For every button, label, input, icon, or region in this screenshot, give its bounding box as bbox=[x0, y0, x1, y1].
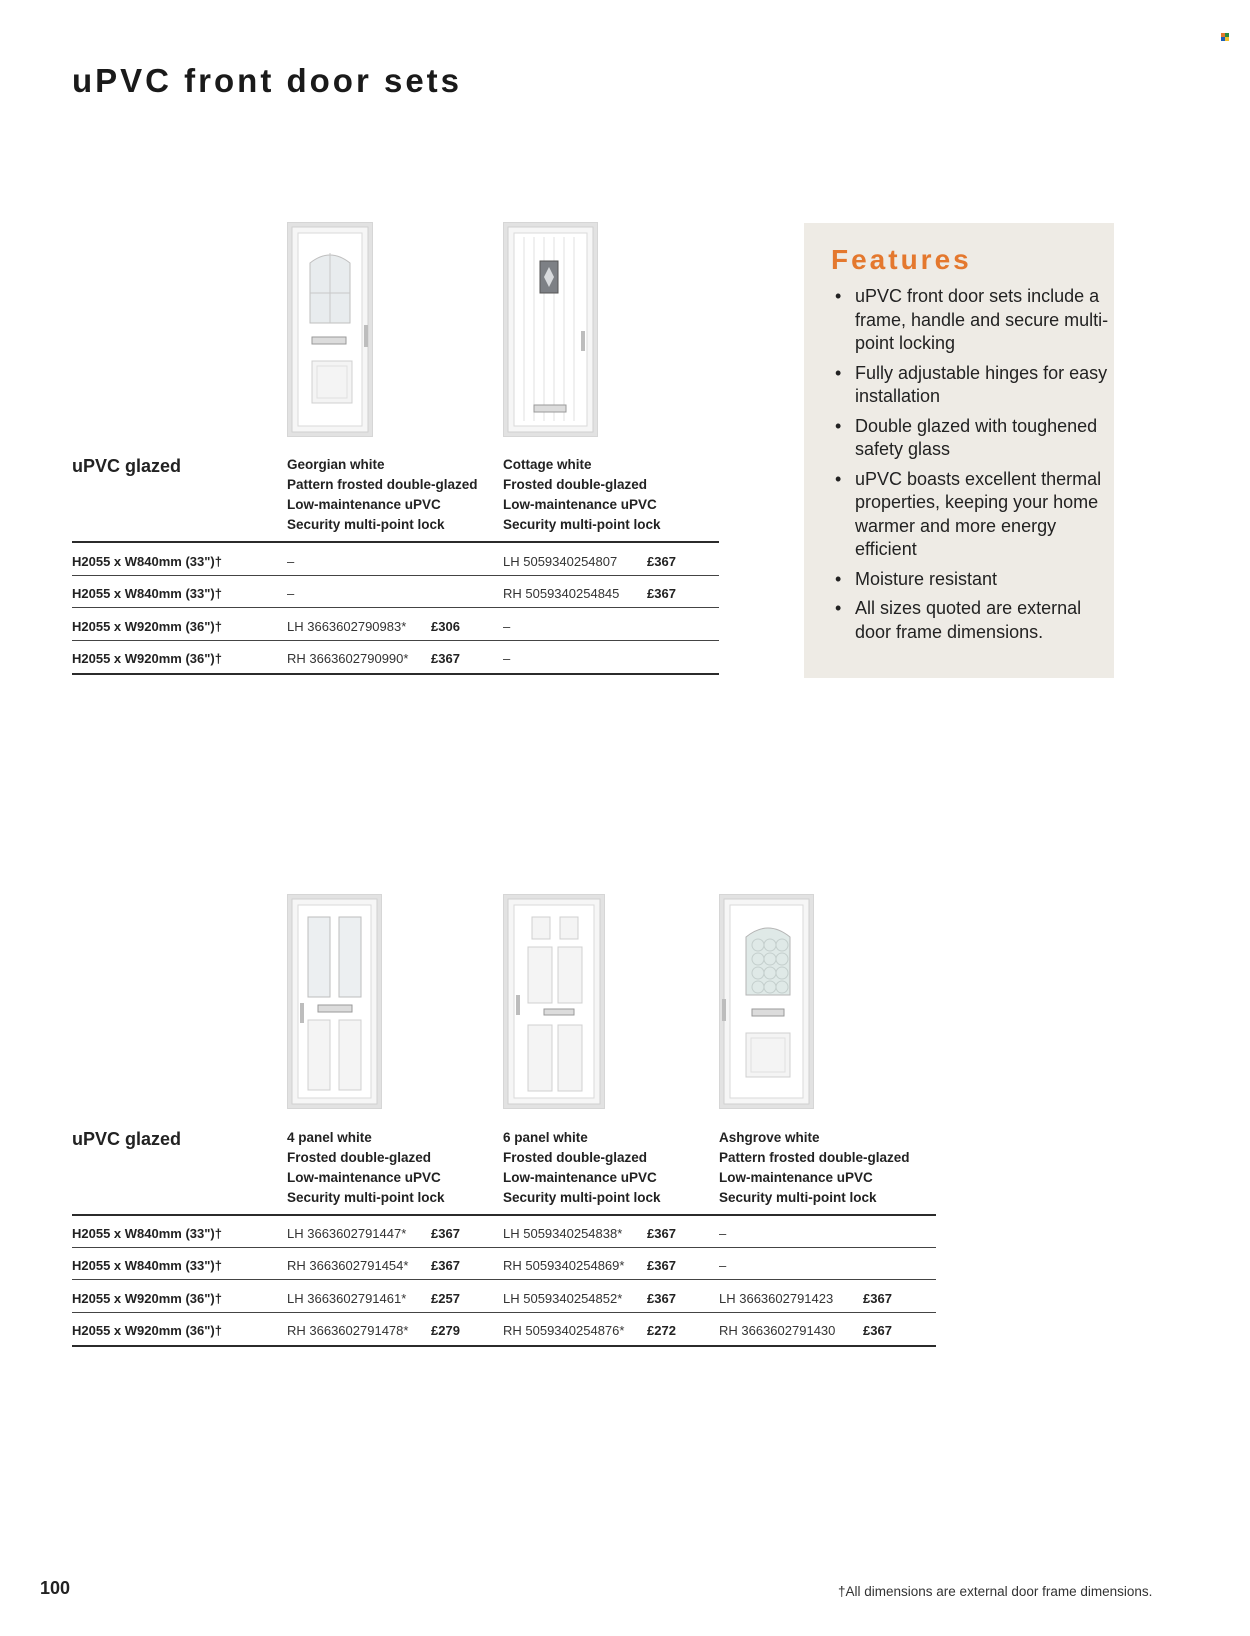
product-feature: Low-maintenance uPVC bbox=[719, 1170, 873, 1185]
feature-item: • uPVC front door sets include a frame, handle and secure multi-point locking bbox=[855, 285, 1117, 356]
ashgrove-door-drawing bbox=[720, 895, 813, 1108]
product-code: RH 3663602791430 bbox=[719, 1323, 836, 1338]
size-cell: H2055 x W920mm (36")† bbox=[72, 1291, 222, 1306]
6-panel-door-drawing bbox=[504, 895, 604, 1108]
product-feature: Security multi-point lock bbox=[719, 1190, 877, 1205]
product-code: RH 3663602790990* bbox=[287, 651, 409, 666]
product-feature: Low-maintenance uPVC bbox=[503, 1170, 657, 1185]
section-label: uPVC glazed bbox=[72, 1129, 182, 1149]
footnote: †All dimensions are external door frame dimensions. bbox=[838, 1584, 1153, 1599]
product-feature: Security multi-point lock bbox=[503, 517, 661, 532]
brand-logo-icon bbox=[1221, 33, 1229, 41]
product-feature: Frosted double-glazed bbox=[287, 1150, 432, 1165]
door-image-georgian-white bbox=[287, 222, 373, 437]
row-divider bbox=[72, 640, 719, 641]
product-code: RH 3663602791454* bbox=[287, 1258, 409, 1273]
product-description-georgian bbox=[287, 455, 478, 535]
door-image-4-panel-white bbox=[287, 894, 382, 1109]
row-divider bbox=[72, 1312, 936, 1313]
table-rule bbox=[72, 1214, 936, 1216]
product-code: – bbox=[719, 1226, 727, 1241]
product-code: RH 5059340254876* bbox=[503, 1323, 625, 1338]
row-divider bbox=[72, 1279, 936, 1280]
price: £367 bbox=[647, 1291, 676, 1306]
product-code: – bbox=[287, 554, 295, 569]
size-cell: H2055 x W840mm (33")† bbox=[72, 1226, 222, 1241]
price: £367 bbox=[647, 1258, 676, 1273]
product-name: Georgian white bbox=[287, 457, 385, 472]
price: £367 bbox=[431, 1258, 460, 1273]
feature-item: • Moisture resistant bbox=[855, 568, 1117, 592]
door-image-6-panel-white bbox=[503, 894, 605, 1109]
4-panel-door-drawing bbox=[288, 895, 381, 1108]
product-feature: Pattern frosted double-glazed bbox=[719, 1150, 910, 1165]
size-cell: H2055 x W920mm (36")† bbox=[72, 619, 222, 634]
price: £367 bbox=[647, 554, 676, 569]
product-code: RH 5059340254845 bbox=[503, 586, 620, 601]
product-code: RH 3663602791478* bbox=[287, 1323, 409, 1338]
price: £367 bbox=[431, 651, 460, 666]
product-code: LH 5059340254852* bbox=[503, 1291, 623, 1306]
features-heading: Features bbox=[831, 244, 972, 275]
product-feature: Low-maintenance uPVC bbox=[287, 497, 441, 512]
feature-item: • All sizes quoted are external door frame dimensions. bbox=[855, 597, 1117, 644]
product-name: 4 panel white bbox=[287, 1130, 372, 1145]
product-code: LH 3663602790983* bbox=[287, 619, 407, 634]
page-number: 100 bbox=[40, 1578, 71, 1598]
product-feature: Low-maintenance uPVC bbox=[503, 497, 657, 512]
price: £367 bbox=[863, 1323, 892, 1338]
product-description-cottage bbox=[503, 455, 661, 535]
size-cell: H2055 x W920mm (36")† bbox=[72, 651, 222, 666]
price: £367 bbox=[431, 1226, 460, 1241]
product-feature: Frosted double-glazed bbox=[503, 1150, 648, 1165]
price: £367 bbox=[863, 1291, 892, 1306]
product-name: Ashgrove white bbox=[719, 1130, 820, 1145]
row-divider bbox=[72, 607, 719, 608]
product-code: LH 3663602791423 bbox=[719, 1291, 834, 1306]
features-list bbox=[831, 285, 1117, 650]
product-feature: Pattern frosted double-glazed bbox=[287, 477, 478, 492]
row-divider bbox=[72, 575, 719, 576]
price: £367 bbox=[647, 1226, 676, 1241]
product-code: LH 3663602791461* bbox=[287, 1291, 407, 1306]
product-code: RH 5059340254869* bbox=[503, 1258, 625, 1273]
section-label: uPVC glazed bbox=[72, 456, 182, 476]
size-cell: H2055 x W840mm (33")† bbox=[72, 554, 222, 569]
features-panel bbox=[804, 223, 1114, 678]
product-code: LH 3663602791447* bbox=[287, 1226, 407, 1241]
price: £279 bbox=[431, 1323, 460, 1338]
cottage-door-drawing bbox=[504, 223, 597, 436]
product-feature: Security multi-point lock bbox=[287, 1190, 445, 1205]
product-code: – bbox=[719, 1258, 727, 1273]
product-feature: Frosted double-glazed bbox=[503, 477, 648, 492]
product-name: 6 panel white bbox=[503, 1130, 588, 1145]
size-cell: H2055 x W920mm (36")† bbox=[72, 1323, 222, 1338]
row-divider bbox=[72, 1247, 936, 1248]
product-description-4-panel bbox=[287, 1128, 445, 1208]
size-cell: H2055 x W840mm (33")† bbox=[72, 586, 222, 601]
product-name: Cottage white bbox=[503, 457, 592, 472]
product-feature: Security multi-point lock bbox=[287, 517, 445, 532]
feature-item: • Double glazed with toughened safety glass bbox=[855, 415, 1117, 462]
feature-item: • Fully adjustable hinges for easy installation bbox=[855, 362, 1117, 409]
page-title: uPVC front door sets bbox=[72, 62, 463, 99]
product-feature: Low-maintenance uPVC bbox=[287, 1170, 441, 1185]
product-code: – bbox=[503, 651, 511, 666]
product-code: LH 5059340254807 bbox=[503, 554, 618, 569]
feature-item: • uPVC boasts excellent thermal properties, keeping your home warmer and more energy efficient bbox=[855, 468, 1117, 562]
price: £272 bbox=[647, 1323, 676, 1338]
georgian-door-drawing bbox=[288, 223, 372, 436]
table-rule bbox=[72, 1345, 936, 1347]
price: £367 bbox=[647, 586, 676, 601]
door-image-cottage-white bbox=[503, 222, 598, 437]
product-description-6-panel bbox=[503, 1128, 661, 1208]
product-code: – bbox=[503, 619, 511, 634]
product-feature: Security multi-point lock bbox=[503, 1190, 661, 1205]
price: £257 bbox=[431, 1291, 460, 1306]
product-code: – bbox=[287, 586, 295, 601]
table-rule bbox=[72, 541, 719, 543]
table-rule bbox=[72, 673, 719, 675]
price: £306 bbox=[431, 619, 460, 634]
size-cell: H2055 x W840mm (33")† bbox=[72, 1258, 222, 1273]
product-description-ashgrove bbox=[719, 1128, 910, 1208]
door-image-ashgrove-white bbox=[719, 894, 814, 1109]
product-code: LH 5059340254838* bbox=[503, 1226, 623, 1241]
